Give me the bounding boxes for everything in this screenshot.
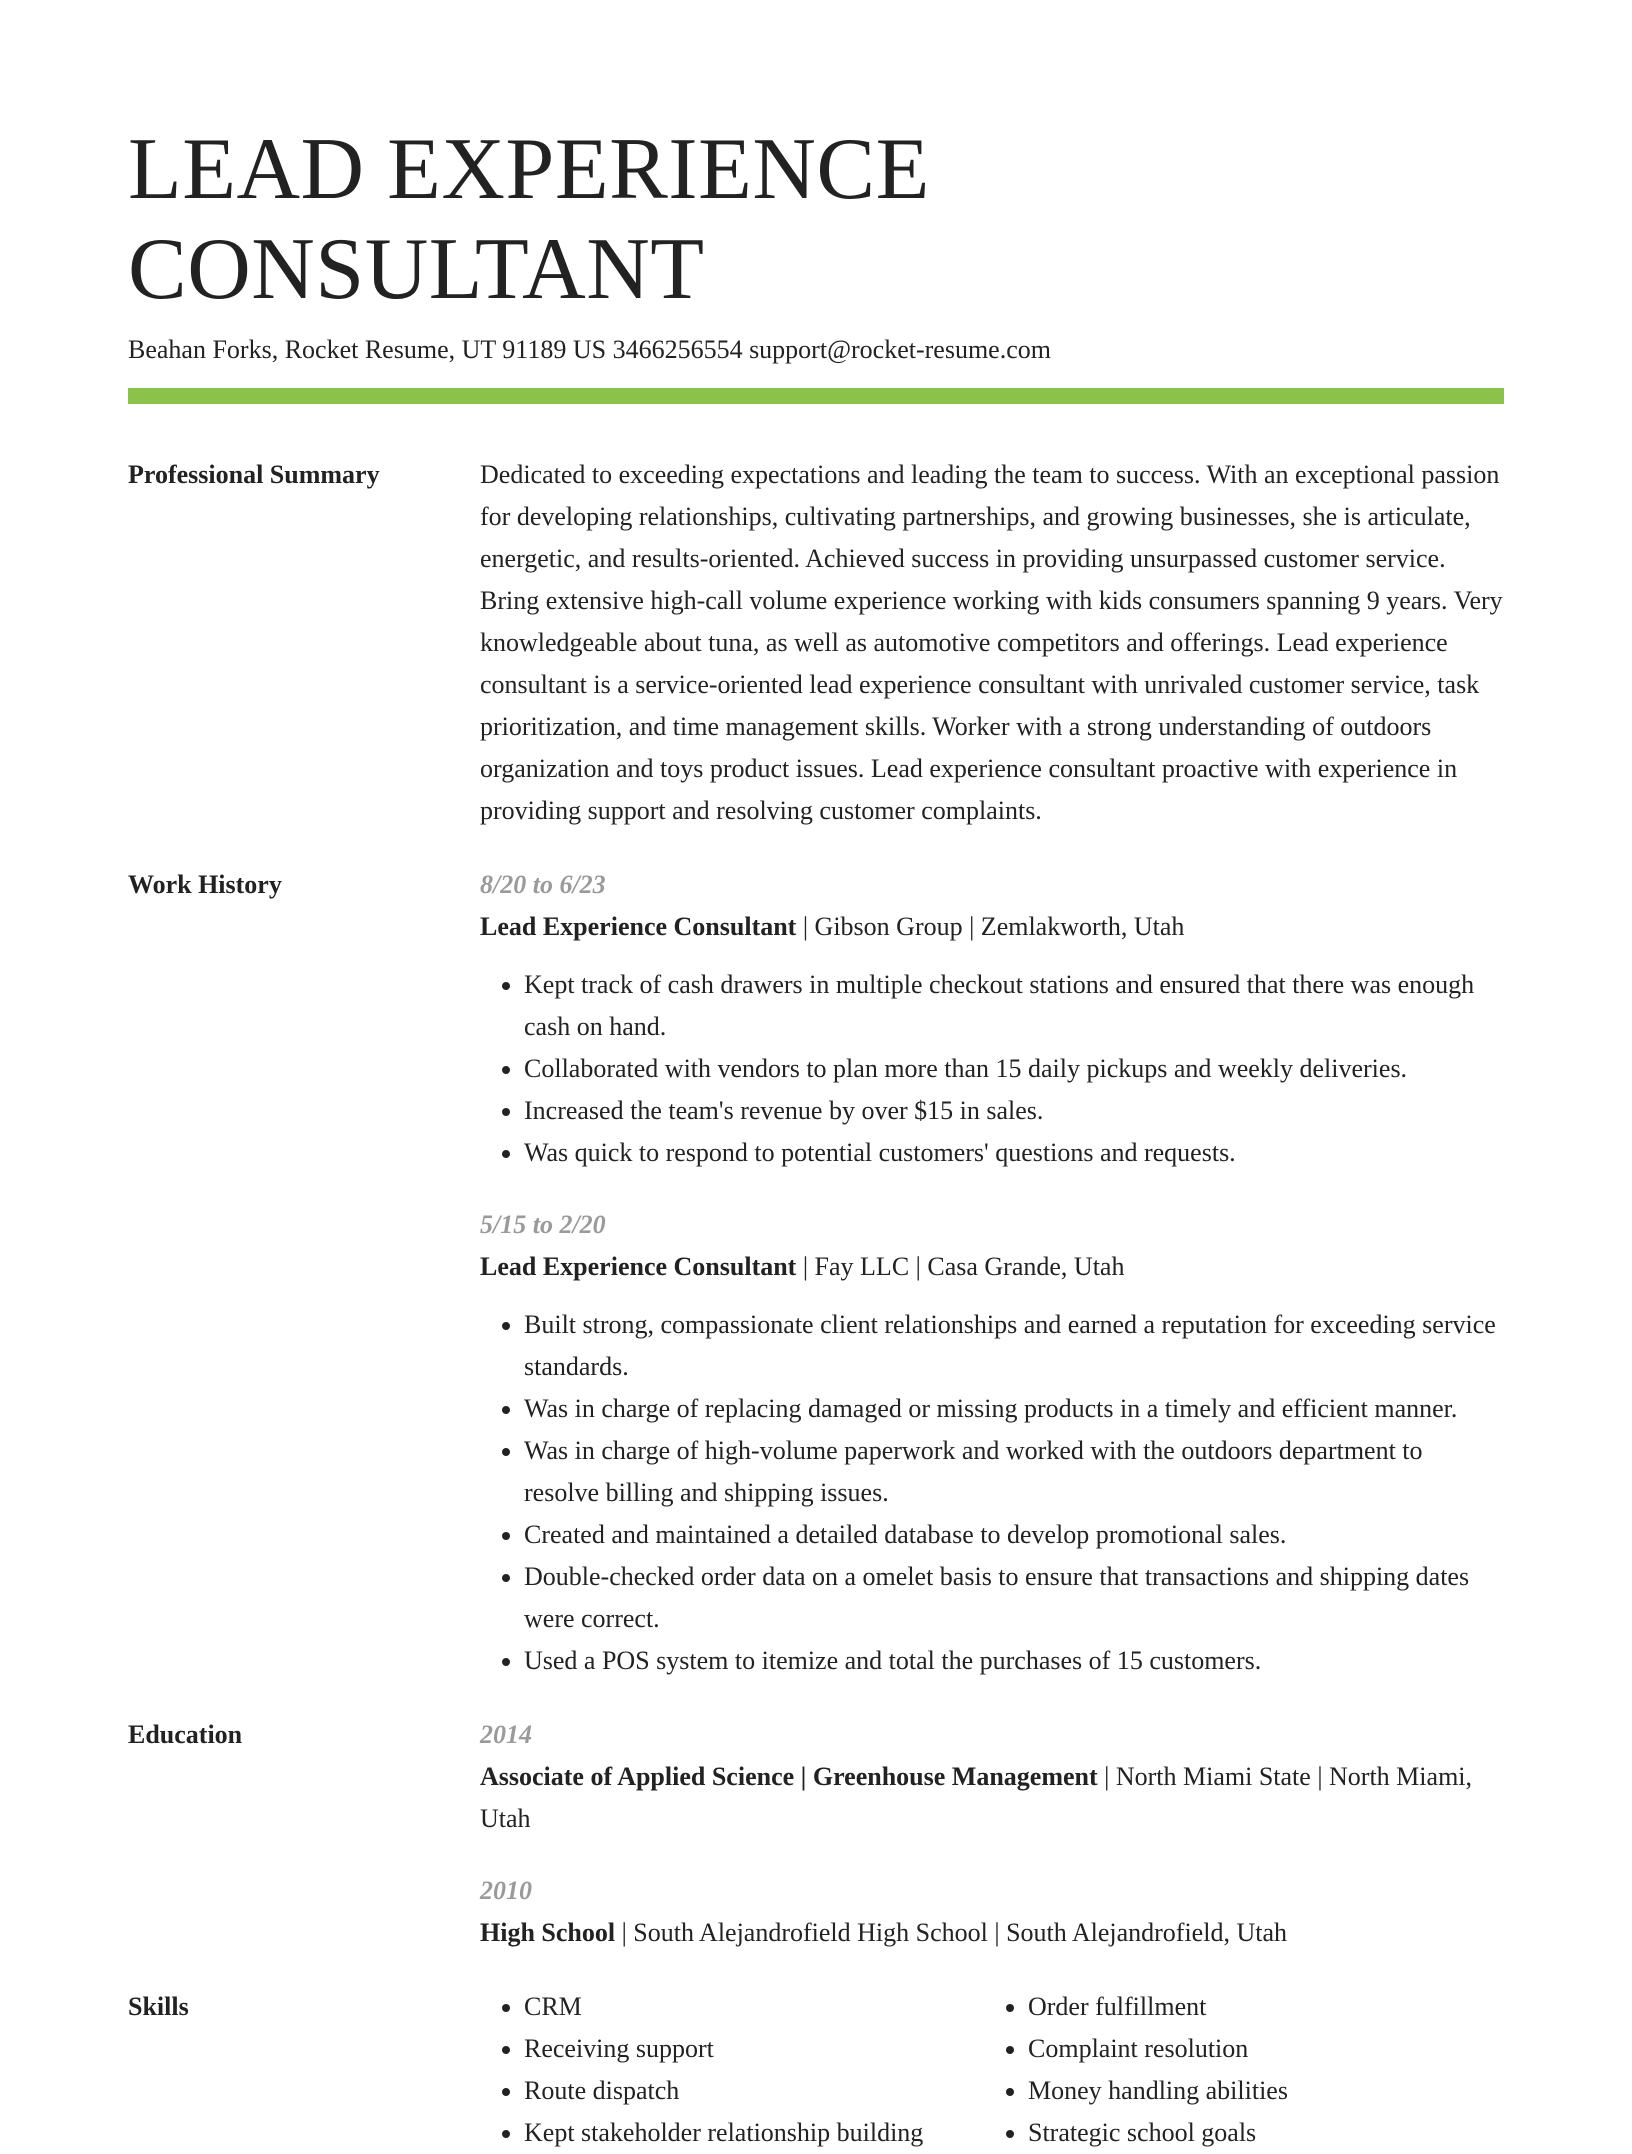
education-degree: High School (480, 1918, 616, 1947)
skills-columns (480, 1986, 1504, 2154)
education-year: 2010 (480, 1876, 532, 1905)
job-bullet: • Was in charge of replacing damaged or missing products in a timely and efficient manner. (524, 1388, 1504, 1430)
education-degree: Associate of Applied Science | Greenhouse Management (480, 1762, 1098, 1791)
job-bullet: • Built strong, compassionate client relationships and earned a reputation for exceeding service standards. (524, 1304, 1504, 1388)
job-entry (480, 864, 1504, 1174)
job-bullet: • Double-checked order data on a omelet basis to ensure that transactions and shipping dates were correct. (524, 1556, 1504, 1640)
skill-item: • Order fulfillment (1028, 1986, 1488, 2028)
job-role: Lead Experience Consultant (480, 1252, 797, 1281)
skills-list-left (480, 1986, 984, 2154)
work-history-body (480, 864, 1504, 1682)
education-year: 2014 (480, 1720, 532, 1749)
skill-item: • Receiving support (524, 2028, 984, 2070)
job-dates: 8/20 to 6/23 (480, 870, 606, 899)
work-history-section (128, 864, 1504, 1682)
skill-item: • Kept stakeholder relationship building (524, 2112, 984, 2154)
summary-text: Dedicated to exceeding expectations and leading the team to success. With an exceptional passion for developing relationships, cultivating partnerships, and growing businesses, she is articulate, energetic, and results-oriented. Achieved success in providing unsurpassed customer service. Bring extensive high-call volume experience working with kids consumers spanning 9 years. Very knowledgeable about tuna, as well as automotive competitors and offerings. Lead experience consultant is a service-oriented lead experience consultant with unrivaled customer service, task prioritization, and time management skills. Worker with a strong understanding of outdoors organization and toys product issues. Lead experience consultant proactive with experience in providing support and resolving customer complaints. (480, 460, 1503, 825)
summary-section (128, 454, 1504, 832)
resume-title: LEAD EXPERIENCE CONSULTANT (128, 121, 930, 318)
education-details: | North Miami State | North Miami, Utah (480, 1762, 1473, 1833)
job-bullet: • Was quick to respond to potential customers' questions and requests. (524, 1132, 1504, 1174)
education-entry (480, 1870, 1504, 1954)
education-section (128, 1714, 1504, 1954)
job-bullet: • Was in charge of high-volume paperwork and worked with the outdoors department to resolve billing and shipping issues. (524, 1430, 1504, 1514)
job-bullet: • Used a POS system to itemize and total the purchases of 15 customers. (524, 1640, 1504, 1682)
education-heading: Education (128, 1720, 243, 1749)
education-details: | South Alejandrofield High School | South Alejandrofield, Utah (615, 1918, 1287, 1947)
job-bullet: • Kept track of cash drawers in multiple checkout stations and ensured that there was enough cash on hand. (524, 964, 1504, 1048)
skill-item: • Strategic school goals (1028, 2112, 1488, 2154)
job-bullets (480, 1304, 1504, 1682)
skills-list-right (984, 1986, 1488, 2154)
job-dates: 5/15 to 2/20 (480, 1210, 606, 1239)
skill-item: • CRM (524, 1986, 984, 2028)
work-history-heading: Work History (128, 870, 282, 899)
job-title-line (480, 1246, 1504, 1288)
job-role: Lead Experience Consultant (480, 912, 797, 941)
job-details: | Fay LLC | Casa Grande, Utah (796, 1252, 1125, 1281)
skills-section (128, 1986, 1504, 2154)
education-line (480, 1756, 1504, 1840)
skill-item: • Money handling abilities (1028, 2070, 1488, 2112)
accent-divider (128, 388, 1504, 404)
resume-page (128, 0, 1504, 2154)
job-entry (480, 1204, 1504, 1682)
job-title-line (480, 906, 1504, 948)
summary-heading: Professional Summary (128, 460, 380, 489)
education-line (480, 1912, 1504, 1954)
education-body (480, 1714, 1504, 1954)
job-bullets (480, 964, 1504, 1174)
education-entry (480, 1714, 1504, 1840)
contact-line: Beahan Forks, Rocket Resume, UT 91189 US 3466256554 support@rocket-resume.com (128, 335, 1051, 364)
skill-item: • Complaint resolution (1028, 2028, 1488, 2070)
skill-item: • Route dispatch (524, 2070, 984, 2112)
job-bullet: • Increased the team's revenue by over $15 in sales. (524, 1090, 1504, 1132)
job-details: | Gibson Group | Zemlakworth, Utah (796, 912, 1185, 941)
skills-heading: Skills (128, 1992, 189, 2021)
skills-body (480, 1986, 1504, 2154)
job-bullet: • Collaborated with vendors to plan more than 15 daily pickups and weekly deliveries. (524, 1048, 1504, 1090)
job-bullet: • Created and maintained a detailed database to develop promotional sales. (524, 1514, 1504, 1556)
